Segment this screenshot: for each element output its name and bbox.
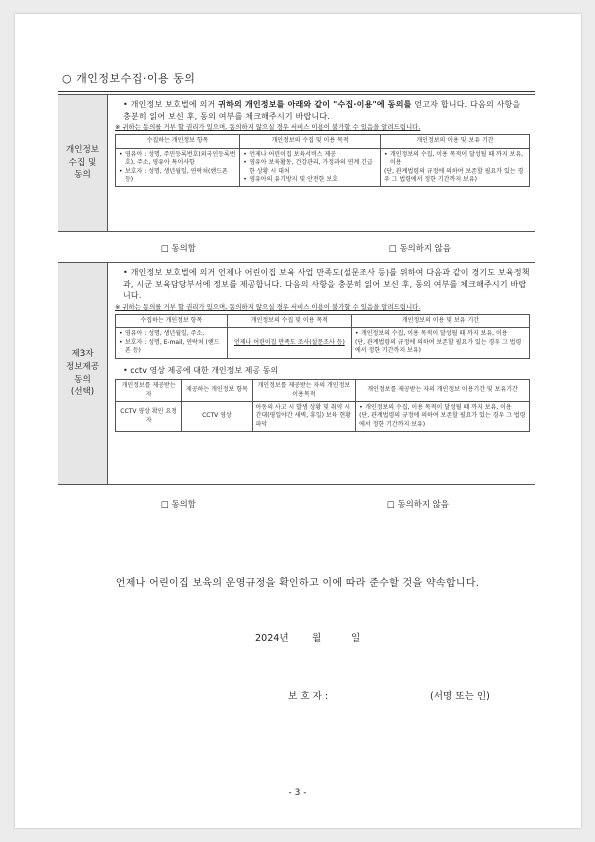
table-header: 제공하는 개인정보 항목: [182, 380, 252, 402]
intro-text: • 개인정보 보호법에 의거 언제나 어린이집 보육 사업 만족도(설문조사 등)를 위하여 다음과 같이 경기도 보육정책과, 시군 보육담당부서에 정보를 제공합니다. 다음의 사항을 충분히 읽어 보신 후, 동의 여부를 체크해주시기 바랍니다.: [123, 268, 530, 301]
table-cell: [227, 328, 351, 358]
consent-content: [108, 95, 535, 231]
table-cell: 아동의 사고 시 발생 상황 및 취약 시간대(평일야간 새벽, 휴일) 보육 현황 파악: [252, 402, 356, 432]
consent-content: [108, 263, 535, 484]
side-label: 개인정보 수집 및 동의: [58, 95, 108, 231]
table-cell: [380, 148, 529, 187]
guardian-label: 보 호 자 :: [288, 691, 329, 702]
list-item: • 영유아 : 성명, 생년월일, 주소,: [119, 330, 224, 338]
table-header: 개인정보의 이용 및 보유 기간: [351, 315, 529, 328]
table-header: 개인정보의 이용 및 보유 기간: [380, 135, 529, 148]
table-header: 개인정보의 수집 및 이용 목적: [227, 315, 351, 328]
table-cell: [351, 328, 529, 358]
note-text: (단, 관계법령의 규정에 의하여 보존할 필요가 있는 경우 그 법령에서 정한 기간까지 보유): [354, 338, 522, 355]
warning-text: ※ 귀하는 동의를 거부 할 권리가 있으며, 동의하지 않으실 경우 서비스 이용이 불가할 수 있음을 알려드립니다.: [115, 123, 421, 132]
date-month: 월: [312, 633, 322, 644]
list-item: • 영유아 보육활동, 건강관리, 가정과의 연계 긴급한 상황 시 대처: [243, 159, 377, 176]
list-item: • 보호자 : 성명, 생년월일, 연락처(핸드폰 등): [119, 168, 236, 185]
intro-text: [115, 99, 530, 122]
table-header: 수집하는 개인정보 항목: [116, 135, 240, 148]
section-title: ○ 개인정보수집·이용 동의: [62, 72, 196, 85]
table-cell: [240, 148, 381, 187]
pledge-text: 언제나 어린이집 보육의 운영규정을 확인하고 이에 따라 준수할 것을 약속합니다.: [115, 578, 480, 589]
divider: [58, 91, 535, 92]
table-header: 개인정보의 수집 및 이용 목적: [240, 135, 381, 148]
table-cell: CCTV 영상 확인 요청자: [116, 402, 182, 432]
table-cell: [116, 148, 240, 187]
list-item: • 보호자 : 성명, E-mail, 연락처 (핸드폰 등): [119, 339, 224, 356]
note-text: (단, 관계법령의 규정에 의하여 보존할 필요가 있는 경우 그 법령에서 정한 기간까지 보유): [383, 167, 524, 184]
info-table: [115, 134, 530, 187]
date-year: 2024년: [255, 633, 289, 644]
info-table: [115, 314, 530, 359]
page-number: - 3 -: [288, 788, 307, 798]
list-item: • 언제나 어린이집 보육서비스 제공: [243, 151, 377, 159]
table-header: 개인정보를 제공받는 자: [116, 380, 182, 402]
disagree-checkbox[interactable]: □ 동의하지 않음: [387, 499, 449, 509]
purpose-text: 언제나 어린이집 만족도 조사(설문조사 등): [233, 338, 345, 346]
table-cell: [356, 402, 530, 432]
date-day: 일: [351, 633, 361, 644]
list-item: • 영유아 : 성명, 주민등록번호(외국인등록번호), 주소, 영유아 특이사항: [119, 151, 236, 168]
table-header: 개인정보를 제공받는 자의 개인정보 이용기간 및 보유기간: [356, 380, 530, 402]
table-cell: [116, 328, 228, 358]
signature-field[interactable]: (서명 또는 인): [430, 691, 490, 702]
agree-checkbox[interactable]: □ 동의함: [161, 243, 196, 253]
intro-bold: 귀하의 개인정보를 아래와 같이 "수집·이용"에 동의를: [218, 100, 412, 109]
note-text: (단, 관계법령의 규정에 의하여 보존할 필요가 있는 경우 그 법령에서 정한 기간까지 보유): [359, 412, 526, 428]
intro-prefix: • 개인정보 보호법에 의거: [123, 100, 219, 109]
cctv-table: [115, 379, 530, 432]
cctv-title: • cctv 영상 제공에 대한 개인정보 제공 동의: [123, 365, 279, 375]
list-item: • 개인정보의 수집, 이용 목적이 달성될 때 까지 보유, 이용: [355, 330, 526, 338]
table-header: 수집하는 개인정보 항목: [116, 315, 228, 328]
intro-suffix: 얻고자 합니다. 다음의 사항을 충분히 읽어 보신 후, 동의 여부를 체크해주시기 바랍니다.: [123, 100, 521, 121]
list-item: • 개인정보의 수집, 이용 목적이 달성될 때 까지 보유, 이용: [384, 151, 526, 168]
agree-checkbox[interactable]: □ 동의함: [161, 499, 196, 509]
table-cell: CCTV 영상: [182, 402, 252, 432]
consent-block-collection: [58, 94, 535, 232]
side-label: 제3자 정보제공 동의 (선택): [58, 263, 108, 484]
table-header: 개인정보를 제공받는 자의 개인정보 이용목적: [252, 380, 356, 402]
warning-text: ※ 귀하는 동의를 거부 할 권리가 있으며, 동의하지 않으실 경우 서비스 이용이 불가할 수 있음을 알려드립니다.: [115, 302, 421, 311]
list-item: • 개인정보의 수집, 이용 목적이 달성될 때 까지 보유, 이용: [359, 404, 526, 412]
consent-block-third-party: [58, 262, 535, 485]
list-item: • 영유아의 유기방지 및 안전한 보호: [243, 176, 377, 184]
disagree-checkbox[interactable]: □ 동의하지 않음: [389, 243, 451, 253]
